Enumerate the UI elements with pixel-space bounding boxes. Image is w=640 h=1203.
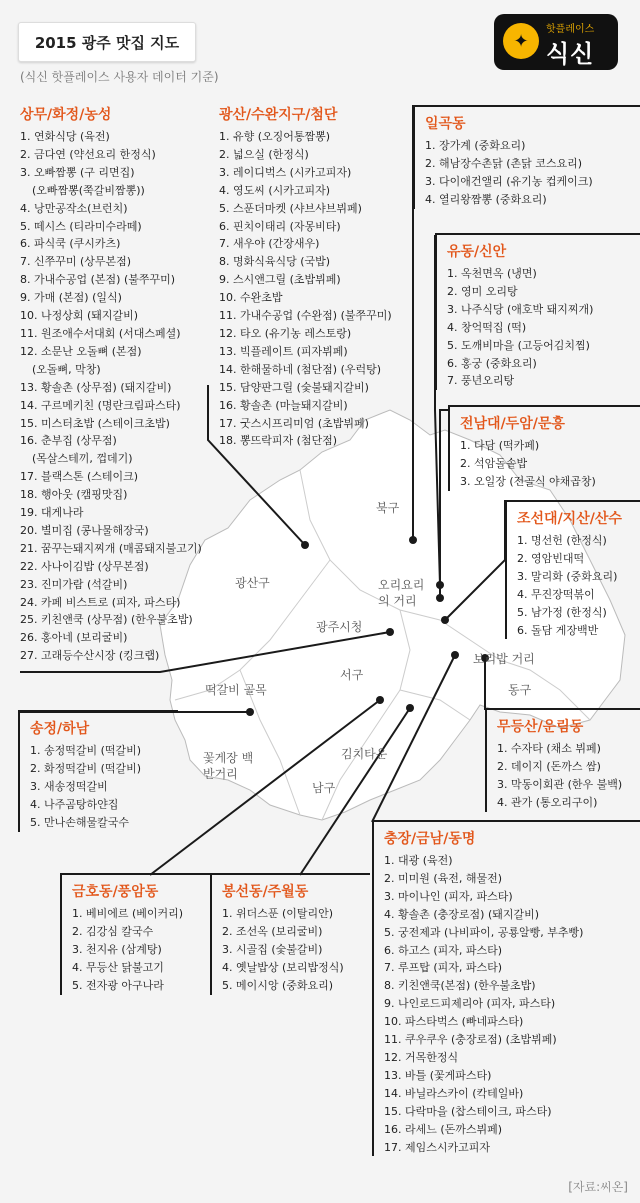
dot-yudong <box>436 581 444 589</box>
restaurant-item: 27. 고래등수산시장 (킹크랩) <box>20 649 160 663</box>
restaurant-item: 4. 무등산 닭불고기 <box>72 960 164 974</box>
region-gwangsan <box>219 106 392 450</box>
map-label-tteokgalbi: 떡갈비 골목 <box>205 683 267 697</box>
restaurant-item: 1. 대광 (육전) <box>384 854 453 867</box>
restaurant-item: 7. 풍년오리탕 <box>447 374 515 388</box>
restaurant-item: 22. 사나이김밥 (상무본점) <box>20 559 149 573</box>
region-title: 전남대/두암/문흥 <box>460 416 565 432</box>
restaurant-item: 20. 별미집 (콩나물해장국) <box>20 523 149 537</box>
restaurant-item: 1. 연화식당 (육전) <box>20 130 110 143</box>
restaurant-item: 23. 진미가람 (석갈비) <box>20 577 128 591</box>
restaurant-item: 14. 한해물하네 (첨단점) (우럭탕) <box>219 362 382 376</box>
page-subtitle: (식신 핫플레이스 사용자 데이터 기준) <box>20 70 219 84</box>
dot-chosun <box>441 616 449 624</box>
dot-geumho <box>376 696 384 704</box>
map-label-kimchi-town: 김치타운 <box>341 747 388 761</box>
restaurant-list <box>447 265 640 390</box>
restaurant-item: 1. 다담 (떡카페) <box>460 439 540 452</box>
restaurant-item: 8. 가내수공업 (본점) (불쭈꾸미) <box>20 273 176 287</box>
restaurant-item: 2. 미미원 (육전, 해물전) <box>384 871 503 885</box>
dot-bongseon <box>406 704 414 712</box>
restaurant-list <box>20 128 202 665</box>
restaurant-item: 3. 말리화 (중화요리) <box>517 569 618 583</box>
region-title: 봉선동/주월동 <box>222 884 309 900</box>
restaurant-item: 4. 무진장떡볶이 <box>517 587 595 601</box>
restaurant-item: 1. 위더스푼 (이탈리안) <box>222 907 334 920</box>
restaurant-item: 3. 막동이회관 (한우 불백) <box>497 777 623 791</box>
restaurant-list <box>384 852 640 1156</box>
restaurant-item: 14. 구르메키친 (명란크림파스타) <box>20 398 181 412</box>
spoon-fork-icon: ✦ <box>503 23 539 59</box>
restaurant-item: 7. 새우야 (간장새우) <box>219 237 320 251</box>
restaurant-item: 5. 메이시앙 (중화요리) <box>222 978 334 992</box>
restaurant-item: 3. 나주식당 (애호박 돼지찌개) <box>447 302 594 316</box>
restaurant-item: 1. 베비에르 (베이커리) <box>72 907 184 920</box>
region-title: 유동/신안 <box>447 244 507 260</box>
restaurant-item: 2. 김강심 칼국수 <box>72 924 154 938</box>
restaurant-item: (오빠짬뽕(쭉갈비짬뽕)) <box>32 183 145 197</box>
dot-songjeong <box>246 708 254 716</box>
restaurant-item: 15. 다락마을 (찹스테이크, 파스타) <box>384 1104 552 1118</box>
restaurant-item: 11. 가내수공업 (수완점) (불쭈꾸미) <box>219 309 392 323</box>
region-title: 광산/수완지구/첨단 <box>219 107 338 123</box>
region-title: 송정/하남 <box>30 721 90 737</box>
restaurant-item: 3. 오빠짬뽕 (구 리면집) <box>20 165 135 179</box>
restaurant-item: 11. 원조애수서대회 (서대스페셜) <box>20 326 181 340</box>
restaurant-list <box>497 740 640 812</box>
restaurant-list <box>425 137 640 209</box>
region-sangmu <box>20 106 202 665</box>
restaurant-item: 12. 거목한정식 <box>384 1050 459 1064</box>
restaurant-item: 5. 전자광 아구나라 <box>72 978 164 992</box>
restaurant-item: 4. 낭만공작소(브런치) <box>20 201 128 215</box>
restaurant-item: 1. 명선헌 (한정식) <box>517 534 607 547</box>
map-label-gwangsangu: 광산구 <box>235 576 270 590</box>
restaurant-item: 8. 명화식육식당 (국밥) <box>219 255 331 269</box>
restaurant-item: 16. 라세느 (돈까스뷔페) <box>384 1122 503 1136</box>
page-title: 2015 광주 맛집 지도 <box>18 22 196 62</box>
restaurant-item: 16. 춘부집 (상무점) <box>20 434 117 448</box>
dot-chungjang <box>451 651 459 659</box>
restaurant-item: 4. 황솔촌 (충장로점) (돼지갈비) <box>384 907 540 921</box>
restaurant-item: 9. 나인로드피제리아 (피자, 파스타) <box>384 997 556 1011</box>
restaurant-item: 17. 굿스시프리미엄 (초밥뷔페) <box>219 416 369 430</box>
restaurant-item: 10. 파스타벅스 (빠네파스타) <box>384 1015 524 1029</box>
restaurant-item: 2. 넓으실 (한정식) <box>219 147 309 161</box>
restaurant-item: 10. 나정상회 (돼지갈비) <box>20 309 139 323</box>
restaurant-item: 18. 행아웃 (캠핑맛집) <box>20 488 128 502</box>
restaurant-item: 3. 레이디벅스 (시카고피자) <box>219 165 352 179</box>
restaurant-item: 3. 오일장 (전골식 야채곱창) <box>460 474 596 488</box>
restaurant-item: 9. 가매 (본점) (일식) <box>20 291 122 305</box>
restaurant-item: (목살스테끼, 껍데기) <box>32 452 133 466</box>
region-title: 금호동/풍암동 <box>72 884 159 900</box>
restaurant-item: 6. 홍궁 (중화요리) <box>447 356 537 370</box>
restaurant-item: 26. 홍아네 (보리굴비) <box>20 631 128 645</box>
restaurant-item: 4. 나주곰탕하얀집 <box>30 797 119 811</box>
restaurant-item: 2. 데이지 (돈까스 쌈) <box>497 759 601 773</box>
restaurant-item: 9. 스시앤그릴 (초밥뷔페) <box>219 273 341 287</box>
restaurant-item: 1. 송정떡갈비 (떡갈비) <box>30 744 142 757</box>
dot-gwangsan <box>386 628 394 636</box>
restaurant-item: 4. 영도씨 (시카고피자) <box>219 183 331 197</box>
map-label-seogu: 서구 <box>340 668 364 682</box>
restaurant-item: 1. 옥천면옥 (냉면) <box>447 267 537 280</box>
restaurant-item: 2. 화정떡갈비 (떡갈비) <box>30 761 142 775</box>
restaurant-item: 13. 빅플레이트 (피자뷔페) <box>219 344 348 358</box>
restaurant-item: 4. 열리왕짬뽕 (중화요리) <box>425 192 547 206</box>
region-chungjang <box>372 820 640 1156</box>
restaurant-item: 4. 창억떡집 (떡) <box>447 320 527 334</box>
restaurant-item: 19. 대게나라 <box>20 506 84 520</box>
restaurant-item: 1. 유향 (오징어통짬뽕) <box>219 130 331 143</box>
restaurant-item: 16. 황솔촌 (마늘돼지갈비) <box>219 398 348 412</box>
restaurant-item: 12. 소문난 오돌뼈 (본점) <box>20 344 142 358</box>
restaurant-item: 6. 하고스 (피자, 파스타) <box>384 943 503 957</box>
restaurant-item: 3. 천지유 (삼계탕) <box>72 942 162 956</box>
restaurant-item: 15. 미스터초밥 (스테이크초밥) <box>20 416 170 430</box>
restaurant-item: 13. 바틀 (꽃게파스타) <box>384 1068 492 1082</box>
region-title: 일곡동 <box>425 116 466 132</box>
restaurant-item: 5. 만나손해물칼국수 <box>30 815 129 829</box>
restaurant-item: (오돌뼈, 막창) <box>32 362 101 376</box>
region-mudeung <box>485 708 640 812</box>
restaurant-item: 17. 블랙스톤 (스테이크) <box>20 470 139 484</box>
restaurant-list <box>72 905 210 995</box>
dot-jeonnam <box>436 594 444 602</box>
map-label-donggu: 동구 <box>508 683 532 697</box>
restaurant-item: 2. 석암돌솥밥 <box>460 456 528 470</box>
restaurant-item: 3. 새송정떡갈비 <box>30 779 108 793</box>
shiksin-logo <box>494 14 618 70</box>
restaurant-list <box>219 128 392 450</box>
dot-sangmu <box>301 541 309 549</box>
region-title: 조선대/지산/산수 <box>517 511 622 527</box>
region-title: 무등산/운림동 <box>497 719 584 735</box>
restaurant-item: 6. 핀치이태리 (자몽비타) <box>219 219 341 233</box>
restaurant-item: 14. 바닐라스카이 (칵테일바) <box>384 1086 524 1100</box>
region-yudong <box>435 233 640 390</box>
restaurant-item: 5. 남가정 (한정식) <box>517 605 607 619</box>
restaurant-list <box>222 905 370 995</box>
restaurant-item: 4. 옛날밥상 (보리밥정식) <box>222 960 344 974</box>
source-credit: [자료:씨온] <box>568 1180 628 1194</box>
map-label-city-hall: 광주시청 <box>316 620 363 634</box>
restaurant-item: 5. 스푼더마켓 (샤브샤브뷔페) <box>219 201 362 215</box>
restaurant-list <box>460 437 640 491</box>
region-ilgok <box>413 105 640 209</box>
restaurant-item: 1. 수자타 (채소 뷔페) <box>497 742 601 755</box>
restaurant-item: 7. 신쭈꾸미 (상무본점) <box>20 255 132 269</box>
restaurant-list <box>517 532 640 639</box>
restaurant-list <box>30 742 178 832</box>
restaurant-item: 8. 키친앤쿡(본점) (한우불초밥) <box>384 979 536 993</box>
map-label-boribap: 보리밥 거리 <box>473 652 535 666</box>
map-label-namgu: 남구 <box>312 781 336 795</box>
restaurant-item: 24. 카페 비스트로 (피자, 파스타) <box>20 595 181 609</box>
restaurant-item: 4. 관가 (통오리구이) <box>497 795 598 809</box>
restaurant-item: 13. 황솔촌 (상무점) (돼지갈비) <box>20 380 172 394</box>
restaurant-item: 3. 시골집 (숯불갈비) <box>222 942 323 956</box>
restaurant-item: 2. 조선옥 (보리굴비) <box>222 924 323 938</box>
restaurant-item: 12. 타오 (유기농 레스토랑) <box>219 326 352 340</box>
logo-big-text: 식신 <box>546 40 595 68</box>
dot-ilgok <box>409 536 417 544</box>
restaurant-item: 7. 루프탑 (피자, 파스타) <box>384 961 503 975</box>
restaurant-item: 25. 키친앤쿡 (상무점) (한우불초밥) <box>20 613 193 627</box>
restaurant-item: 5. 도깨비마을 (고등어김치찜) <box>447 338 590 352</box>
restaurant-item: 6. 돌담 게장백반 <box>517 623 599 637</box>
region-songjeong <box>18 710 178 832</box>
region-bongseon <box>210 873 370 995</box>
restaurant-item: 15. 담양판그릴 (숯불돼지갈비) <box>219 380 369 394</box>
restaurant-item: 17. 제임스시카고피자 <box>384 1140 490 1154</box>
map-label-oriyori: 오리요리의 거리 <box>378 578 425 608</box>
restaurant-item: 3. 마이나인 (피자, 파스타) <box>384 889 513 903</box>
restaurant-item: 3. 다이애건앨리 (유기농 컵케이크) <box>425 174 593 188</box>
restaurant-item: 2. 해남장수촌닭 (촌닭 코스요리) <box>425 156 583 170</box>
restaurant-item: 10. 수완초밥 <box>219 291 283 305</box>
region-jeonnam <box>448 405 640 491</box>
region-geumho <box>60 873 210 995</box>
restaurant-item: 2. 영암빈대떡 <box>517 551 585 565</box>
restaurant-item: 1. 장가계 (중화요리) <box>425 139 526 152</box>
map-label-bukgu: 북구 <box>376 501 400 515</box>
restaurant-item: 5. 떼시스 (티라미수라떼) <box>20 219 142 233</box>
restaurant-item: 2. 금다연 (약선요리 한정식) <box>20 147 156 161</box>
restaurant-item: 5. 궁전제과 (나비파이, 공룡알빵, 부추빵) <box>384 925 584 939</box>
restaurant-item: 2. 영미 오리탕 <box>447 284 518 298</box>
region-title: 상무/화정/농성 <box>20 107 112 123</box>
restaurant-item: 11. 쿠우쿠우 (충장로점) (초밥뷔페) <box>384 1033 557 1047</box>
map-label-kkotgejang: 꽃게장 백반거리 <box>203 751 254 781</box>
restaurant-item: 18. 뽕뜨락피자 (첨단점) <box>219 434 338 448</box>
region-chosun <box>505 500 640 639</box>
region-title: 충장/금남/동명 <box>384 831 476 847</box>
logo-small-text: 핫플레이스 <box>546 24 595 35</box>
restaurant-item: 6. 파식쿡 (쿠시카츠) <box>20 237 121 251</box>
restaurant-item: 21. 꿈꾸는돼지찌개 (매콤돼지불고기) <box>20 541 202 555</box>
